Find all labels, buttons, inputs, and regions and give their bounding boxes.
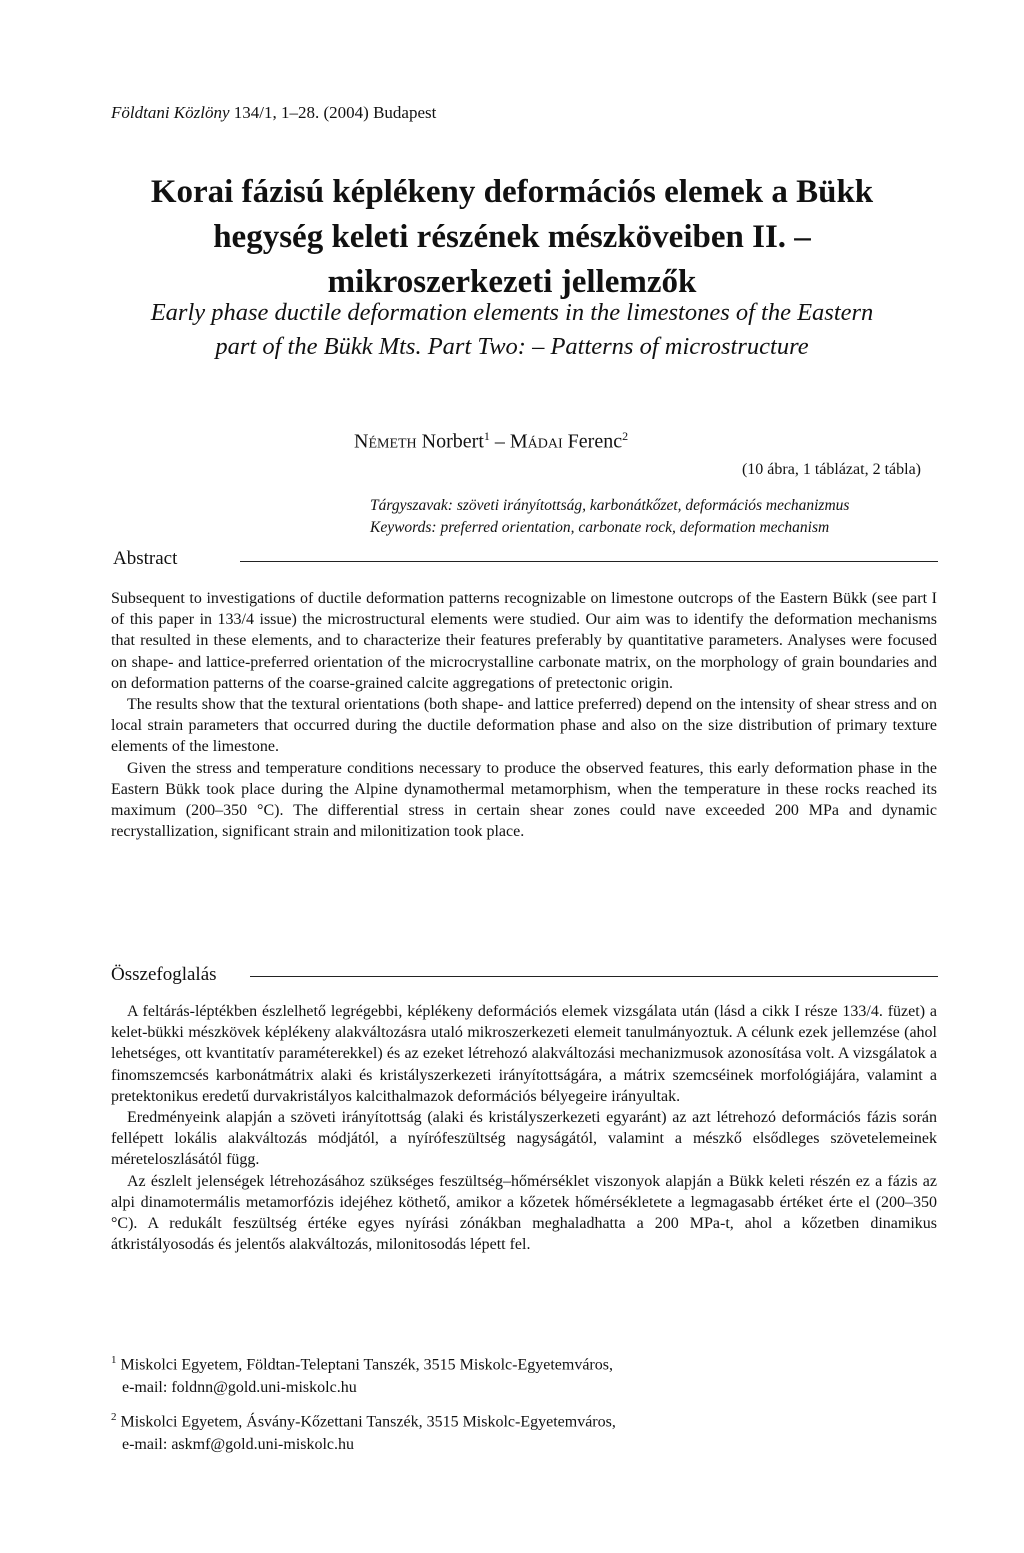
- author-2-family: Mádai: [509, 430, 563, 453]
- keywords-english: Keywords: preferred orientation, carbonate rock, deformation mechanism: [370, 519, 830, 536]
- osszefoglalas-rule: [250, 976, 938, 977]
- author-separator: –: [494, 430, 505, 453]
- author-1-affiliation-mark: 1: [483, 429, 490, 443]
- title-hungarian-line: hegység keleti részének mészköveiben II. –: [213, 219, 811, 255]
- osszefoglalas-heading: Összefoglalás: [111, 964, 217, 985]
- footnote-1: [111, 1349, 613, 1399]
- abstract-rule: [240, 561, 938, 562]
- abstract-paragraph: The results show that the textural orientations (both shape- and lattice preferred) depend on the intensity of shear stress and on local strain parameters that occurred during the ductile deformation phase and also on the size distribution of primary texture elements of the limestone.: [111, 696, 937, 756]
- title-hungarian: [90, 170, 934, 305]
- footnote-email: e-mail: foldnn@gold.uni-miskolc.hu: [122, 1379, 357, 1397]
- title-english-line: part of the Bükk Mts. Part Two: – Patterns of microstructure: [215, 333, 809, 360]
- author-2-given: Ferenc: [567, 430, 623, 453]
- title-english: [90, 296, 934, 364]
- osszefoglalas-paragraph: Eredményeink alapján a szöveti irányítottság (alaki és kristályszerkezeti egyaránt) az azt létrehozó deformációs fázis során fellépett lokális alakváltozás módjától, a nyírófeszültség nagyságától, valamint a mészkő elsődleges szövetelemeinek méreteloszlásától függ.: [111, 1109, 937, 1169]
- authors-line: [354, 429, 628, 454]
- keywords-block: [370, 495, 849, 539]
- footnote-mark: 1: [111, 1354, 117, 1366]
- title-hungarian-line: Korai fázisú képlékeny deformációs elemek a Bükk: [150, 174, 874, 210]
- journal-name: Földtani Közlöny: [111, 103, 230, 122]
- footnote-mark: 2: [111, 1411, 117, 1423]
- abstract-paragraph: Subsequent to investigations of ductile deformation patterns recognizable on limestone outcrops of the Eastern Bükk (see part I of this paper in 133/4 issue) the microstructural elements were studied. Our aim was to identify the deformation mechanisms that resulted in these elements, and to characterize their features preferably by quantitative parameters. Analyses were focused on shape- and lattice-preferred orientation of the microcrystalline carbonate matrix, on the morphology of grain boundaries and on deformation patterns of the coarse-grained calcite aggregations of pretectonic origin.: [111, 590, 937, 692]
- abstract-heading: Abstract: [113, 548, 178, 569]
- journal-header: [111, 103, 436, 123]
- footnote-2: [111, 1406, 616, 1456]
- author-2-affiliation-mark: 2: [622, 429, 629, 443]
- title-english-line: Early phase ductile deformation elements in the limestones of the Eastern: [150, 299, 874, 326]
- osszefoglalas-paragraph: Az észlelt jelenségek létrehozásához szükséges feszültség–hőmérséklet viszonyok alapján a Bükk keleti részén ez a fázis az alpi dinamotermális metamorfózis idejéhez köthető, amikor a kőzetek hőmérsékletete a legmagasabb értéket érte el (200–350 °C). A redukált feszültség értéke egyes nyírási zónákban meghaladhatta a 200 MPa-t, ahol a kőzetben dinamikus átkristályosodás és jelentős alakváltozás, milonitosodás lépett fel.: [111, 1172, 937, 1254]
- abstract-body: [111, 588, 937, 842]
- figure-count: (10 ábra, 1 táblázat, 2 tábla): [741, 461, 921, 478]
- title-hungarian-line: mikroszerkezeti jellemzők: [327, 264, 697, 300]
- osszefoglalas-paragraph: A feltárás-léptékben észlelhető legrégebbi, képlékeny deformációs elemek vizsgálata után (lásd a cikk I része 133/4. füzet) a kelet-bükki mészkövek képlékeny alakváltozásra utaló mikroszerkezeti elemeit tanulmányoztuk. A célunk ezek jellemzése (ahol lehetséges, ott kvantitatív paraméterekkel) és az ezeket létrehozó alakváltozási mechanizmusok azonosítása volt. A vizsgálatok a finomszemcsés karbonátmátrix alaki és kristályszerkezeti irányítottságára, a mátrix szemcséinek morfológiájára, valamint a pretektonikus eredetű durvakristályos kalcithalmazok deformációs bélyegeire irányultak.: [111, 1003, 937, 1105]
- author-1-given: Norbert: [421, 430, 484, 453]
- footnote-email: e-mail: askmf@gold.uni-miskolc.hu: [122, 1436, 355, 1454]
- journal-citation: 134/1, 1–28. (2004) Budapest: [233, 103, 437, 122]
- footnote-affiliation: Miskolci Egyetem, Földtan-Teleptani Tanszék, 3515 Miskolc-Egyetemváros,: [120, 1356, 613, 1374]
- abstract-paragraph: Given the stress and temperature conditions necessary to produce the observed features, this early deformation phase in the Eastern Bükk took place during the Alpine dynamothermal metamorphism, when the temperature in these rocks reached its maximum (200–350 °C). The differential stress in certain shear zones could nave exceeded 200 MPa and dynamic recrystallization, significant strain and milonitization took place.: [111, 759, 937, 841]
- footnote-affiliation: Miskolci Egyetem, Ásvány-Kőzettani Tanszék, 3515 Miskolc-Egyetemváros,: [120, 1413, 616, 1431]
- keywords-hungarian: Tárgyszavak: szöveti irányítottság, karbonátkőzet, deformációs mechanizmus: [370, 497, 850, 514]
- author-1-family: Németh: [354, 430, 417, 453]
- osszefoglalas-body: [111, 1001, 937, 1255]
